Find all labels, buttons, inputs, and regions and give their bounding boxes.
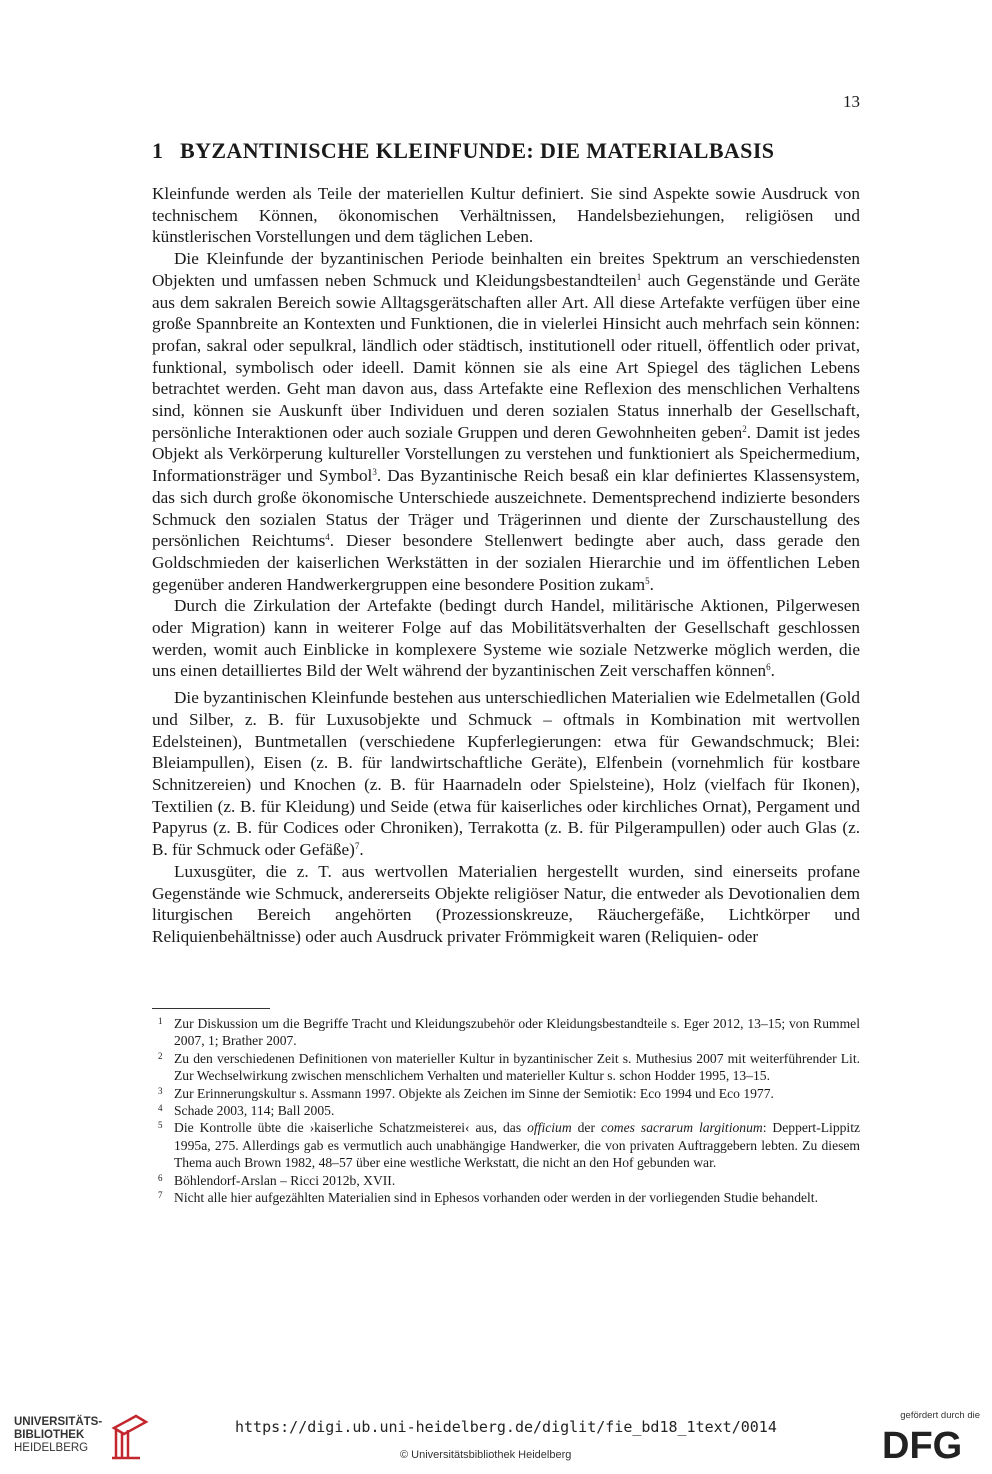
chapter-title [152,138,872,164]
text-run: : Deppert-Lippitz 1995a, 275. Allerdings gab es vermutlich auch unabhängige Handwerker, die von privaten Auftraggebern lebten. Zu diesem Thema auch Brown 1982, 48–57 über eine westliche Werkstatt, die nicht an den Hof gebunden war. [174,1120,861,1171]
text-run: Schade 2003, 114; Ball 2005. [174,1103,335,1119]
text-run: Kleinfunde werden als Teile der materiellen Kultur definiert. Sie sind Aspekte sowie Ausdruck von technischem Können, ökonomischen Verhältnissen, Handelsbeziehungen, religiösen und künstlerischen Vorstellungen und dem täglichen Leben. [152,184,860,247]
footnote-reference[interactable]: 5 [645,575,650,586]
library-name-line1: UNIVERSITÄTS- [14,1416,103,1428]
text-run: . [649,574,654,594]
footnotes [152,1015,860,1206]
footnote [152,1102,860,1119]
text-run: . Das Byzantinische Reich besaß ein klar definiertes Klassensystem, das sich durch große ökonomische Unterschiede auszeichnete. Dementsprechend indizierte besonders Schmuck den sozialen Status der Träger und Trägerinnen und diente der Zurschaustellung des persönlichen Reichtums [152,466,860,551]
footnote-reference[interactable]: 4 [325,532,330,543]
text-run: Zur Diskussion um die Begriffe Tracht und Kleidungszubehör oder Kleidungsbestandteile s. Eger 2012, 13–15; von Rummel 2007, 1; Brather 2007. [174,1016,860,1049]
text-run: . Dieser besondere Stellenwert bedingte aber auch, dass gerade den Goldschmieden der kaiserlichen Werkstätten in der sozialen Hierarchie und im öffentlichen Leben gegenüber anderen Handwerkergruppen eine besondere Position zukam [152,531,860,594]
italic-term: officium [527,1120,572,1136]
footnote [152,1119,860,1171]
funder-logo[interactable] [880,1410,980,1466]
chapter-number: 1 [152,138,164,163]
paragraph [152,687,860,861]
footnote-reference[interactable]: 6 [766,662,771,673]
footnote-number: 2 [158,1050,163,1061]
library-name-line2: BIBLIOTHEK [14,1429,85,1441]
text-run: Die byzantinischen Kleinfunde bestehen aus unterschiedlichen Materialien wie Edelmetallen (Gold und Silber, z. B. für Luxusobjekte und Schmuck – oftmals in Kombination mit wertvollen Edelsteinen), Buntmetallen (verschiedene Kupferlegierungen: etwa für Gewandschmuck; Blei: Bleiampullen), Eisen (z. B. für landwirtschaftliche Geräte), Elfenbein (vornehmlich für kostbare Schnitzereien) und Knochen (z. B. für Haarnadeln oder Spielsteine), Holz (vielfach für Ikonen), Textilien (z. B. für Kleidung) und Seide (etwa für kaiserliches oder kirchliches Ornat), Pergament und Papyrus (z. B. für Codices oder Chroniken), Terrakotta (z. B. für Pilgerampullen) oder auch Glas (z. B. für Schmuck oder Gefäße) [152,688,860,860]
text-run: . Damit ist jedes Objekt als Verkörperung kultureller Vorstellungen zu verstehen und funktioniert als Speichermedium, Informationsträger und Symbol [152,422,861,486]
library-logo-text [14,1416,102,1455]
footnote-divider [152,1008,270,1009]
footnote-number: 1 [158,1016,163,1026]
text-run: der [571,1120,601,1136]
paragraph [152,248,860,595]
footnote [152,1085,860,1102]
text-run: Zur Erinnerungskultur s. Assmann 1997. Objekte als Zeichen im Sinne der Semiotik: Eco 1994 und Eco 1977. [174,1085,774,1101]
body-text [152,183,860,948]
footnote [152,1189,860,1206]
library-name-line3: HEIDELBERG [14,1442,89,1454]
footnote-number: 3 [158,1085,163,1096]
text-run: Nicht alle hier aufgezählten Materialien sind in Ephesos vorhanden oder werden in der vorliegenden Studie behandelt. [174,1190,818,1206]
library-mark-icon [106,1412,150,1462]
footnote [152,1172,860,1189]
funder-caption: gefördert durch die [900,1410,980,1421]
footnote-number: 6 [158,1172,163,1183]
footnote-number: 4 [158,1103,163,1114]
text-run: . [359,840,364,860]
paragraph [152,861,860,948]
text-run: Zu den verschiedenen Definitionen von materieller Kultur in byzantinischer Zeit s. Muthesius 2007 mit weiterführender Lit. Zur Wechselwirkung zwischen menschlichem Verhalten und materieller Kultur s. schon Hodder 1995, 13–15. [174,1050,860,1084]
source-url-link[interactable]: https://digi.ub.uni-heidelberg.de/diglit/fie_bd18_1text/0014 [235,1418,777,1436]
text-run: Durch die Zirkulation der Artefakte (bedingt durch Handel, militärische Aktionen, Pilgerwesen oder Migration) kann in weiterer Folge auf das Mobilitätsverhalten der Gesellschaft geschlossen werden, womit auch Einblicke in komplexere Systeme wie soziale Netzwerke möglich werden, die uns einen detailliertes Bild der Welt während der byzantinischen Zeit verschaffen können [152,596,860,681]
italic-term: comes sacrarum largitionum [600,1120,763,1136]
library-logo[interactable] [14,1416,144,1466]
text-run: . [770,661,775,681]
footnote-reference[interactable]: 3 [372,467,377,478]
footnote-reference[interactable]: 1 [636,271,642,282]
page-number: 13 [843,92,860,111]
text-run: Luxusgüter, die z. T. aus wertvollen Materialien hergestellt wurden, sind einerseits profane Gegenstände wie Schmuck, andererseits Objekte religiöser Natur, die entweder als Devotionalien dem liturgischen Bereich angehörten (Prozessionskreuze, Räuchergefäße, Lichtkörper und Reliquienbehältnisse) oder auch Ausdruck privater Frömmigkeit waren (Reliquien- oder [152,861,860,946]
footnote-reference[interactable]: 7 [354,841,360,852]
text-run: Die Kleinfunde der byzantinischen Periode beinhalten ein breites Spektrum an verschiedensten Objekten und umfassen neben Schmuck und Kleidungsbestandteilen [152,249,860,290]
text-run: Böhlendorf-Arslan – Ricci 2012b, XVII. [174,1172,396,1188]
footnote-number: 7 [158,1190,163,1201]
chapter-title-text: BYZANTINISCHE KLEINFUNDE: DIE MATERIALBASIS [180,138,775,163]
text-run: Die Kontrolle übte die ›kaiserliche Schatzmeisterei‹ aus, das [174,1120,528,1136]
dfg-logo-icon [882,1424,978,1464]
dfg-logo-text: DFG [882,1425,963,1464]
text-run: auch Gegenstände und Geräte aus dem sakralen Bereich sowie Alltagsgerätschaften aller Art. All diese Artefakte verfügen über eine große Spannbreite an Kontexten und Funktionen, die in vielerlei Hinsicht auch mehrfach sein können: profan, sakral oder sepulkral, ländlich oder städtisch, institutionell oder rituell, öffentlich oder privat, funktional, symbolisch oder ideell. Damit können sie als eine Art Spiegel des täglichen Lebens betrachtet werden. Geht man davon aus, dass Artefakte eine Reflexion des menschlichen Verhaltens sind, können sie Auskunft über Individuen und deren sozialen Status innerhalb der Gesellschaft, persönliche Interaktionen oder auch soziale Gruppen und deren Gewohnheiten geben [152,270,860,442]
footnote [152,1050,860,1085]
footnote [152,1015,860,1050]
paragraph [152,183,860,248]
footnote-reference[interactable]: 2 [742,423,747,434]
copyright-notice: © Universitätsbibliothek Heidelberg [400,1449,572,1461]
paragraph [152,595,860,682]
footnote-number: 5 [158,1120,163,1131]
